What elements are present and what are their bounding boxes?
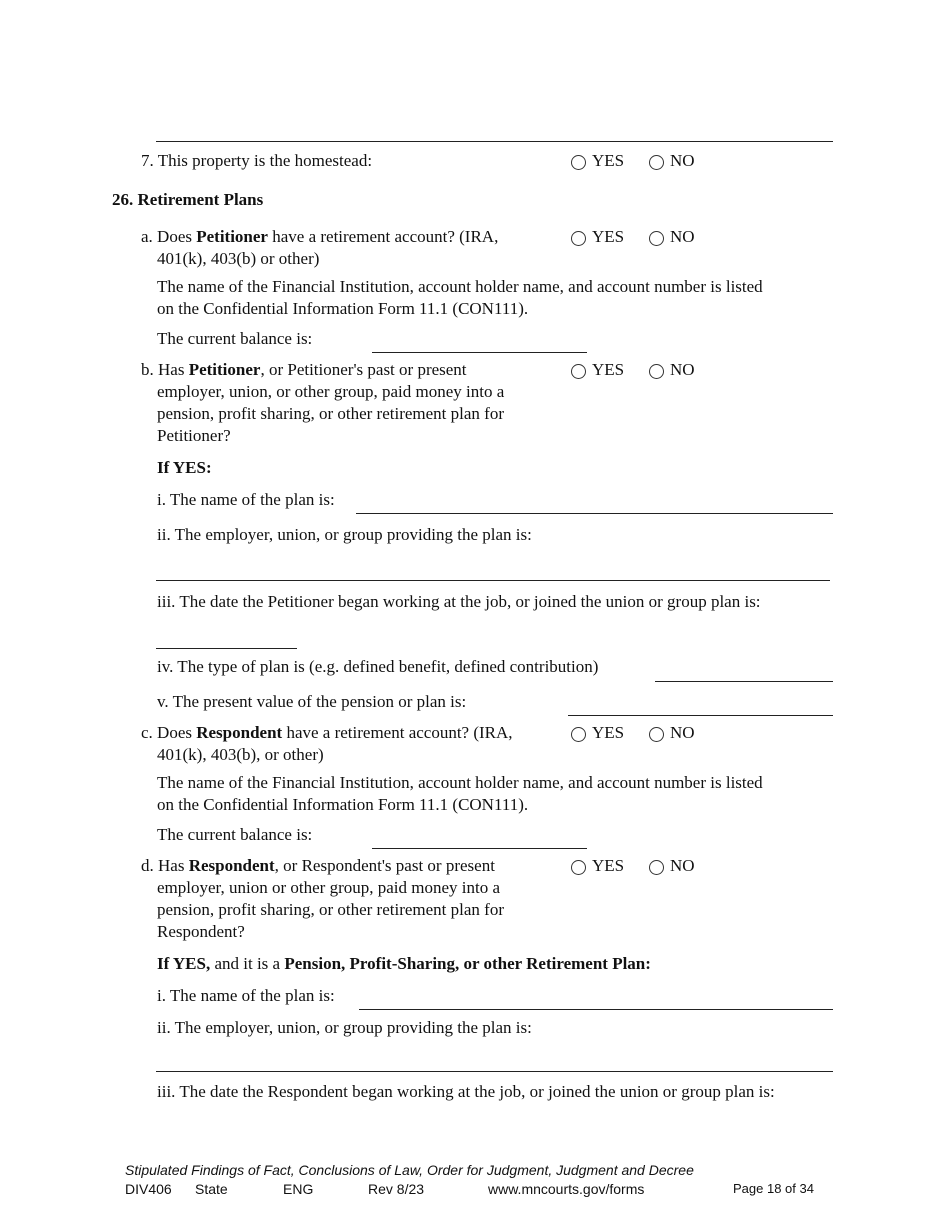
question-a-no-label: NO — [670, 227, 695, 246]
question-c-no-label: NO — [670, 723, 695, 742]
question-a-p1: a. Does — [141, 227, 197, 246]
question-b-if-yes-text: If YES: — [157, 458, 212, 477]
question-a-bold: Petitioner — [196, 227, 268, 246]
question-a-balance-field[interactable] — [372, 352, 587, 353]
question-b-p1: b. Has — [141, 360, 189, 379]
question-a-yes-label: YES — [592, 227, 625, 246]
question-c-yes-radio[interactable] — [571, 727, 586, 742]
footer-title: Stipulated Findings of Fact, Conclusions of Law, Order for Judgment, Judgment and Decree — [125, 1162, 694, 1178]
question-b-yes-label: YES — [592, 360, 625, 379]
question-a-yes-radio[interactable] — [571, 231, 586, 246]
question-d-if-yes-bold: If YES, — [157, 954, 211, 973]
question-b-no-label: NO — [670, 360, 695, 379]
question-b-p2: , or Petitioner's past or present — [260, 360, 467, 379]
question-d-iii-label: iii. The date the Respondent began working at the job, or joined the union or group plan is: — [157, 1082, 775, 1101]
footer-revision: Rev 8/23 — [368, 1181, 425, 1197]
question-b-v-field[interactable] — [568, 715, 833, 716]
question-c-line2: 401(k), 403(b), or other) — [157, 745, 324, 764]
homestead-yes-label: YES — [592, 151, 625, 170]
question-c-bold: Respondent — [196, 723, 283, 742]
question-d-p2: , or Respondent's past or present — [274, 856, 495, 875]
question-b-iv-field[interactable] — [655, 681, 833, 682]
question-d-no-radio[interactable] — [649, 860, 664, 875]
question-d-no-label: NO — [670, 856, 695, 875]
question-a-no-radio[interactable] — [649, 231, 664, 246]
question-d-if-yes — [157, 953, 651, 975]
question-b-ii-field[interactable] — [156, 580, 830, 581]
question-b-iii-field[interactable] — [156, 648, 297, 649]
question-d-yes-radio[interactable] — [571, 860, 586, 875]
question-d-line1 — [141, 855, 495, 877]
question-b-ii-label: ii. The employer, union, or group providing the plan is: — [157, 525, 532, 544]
homestead-question: 7. This property is the homestead: — [141, 151, 373, 170]
question-d-ii-field[interactable] — [156, 1071, 833, 1072]
question-c-line1 — [141, 722, 513, 744]
question-c-p1: c. Does — [141, 723, 197, 742]
footer-url[interactable]: www.mncourts.gov/forms — [488, 1181, 645, 1197]
question-c-p2: have a retirement account? (IRA, — [282, 723, 513, 742]
question-d-yes-label: YES — [592, 856, 625, 875]
question-d-line3: pension, profit sharing, or other retirement plan for — [157, 900, 504, 919]
question-d-p1: d. Has — [141, 856, 189, 875]
question-a-info-line2: on the Confidential Information Form 11.1 (CON111). — [157, 299, 529, 318]
question-a-p2: have a retirement account? (IRA, — [267, 227, 499, 246]
footer-page-number: Page 18 of 34 — [733, 1181, 814, 1196]
question-d-i-field[interactable] — [359, 1009, 833, 1010]
question-d-line2: employer, union or other group, paid money into a — [157, 878, 501, 897]
question-d-ii-label: ii. The employer, union, or group providing the plan is: — [157, 1018, 532, 1037]
question-d-if-yes-bold2: Pension, Profit-Sharing, or other Retirement Plan: — [284, 954, 651, 973]
question-b-line2: employer, union, or other group, paid money into a — [157, 382, 505, 401]
question-b-line1 — [141, 359, 467, 381]
question-b-v-label: v. The present value of the pension or plan is: — [157, 692, 467, 711]
question-a-balance-label: The current balance is: — [157, 329, 313, 348]
question-c-info-line2: on the Confidential Information Form 11.1 (CON111). — [157, 795, 529, 814]
question-b-iii-label: iii. The date the Petitioner began working at the job, or joined the union or group plan is: — [157, 592, 761, 611]
footer-state: State — [195, 1181, 228, 1197]
question-d-line4: Respondent? — [157, 922, 245, 941]
question-c-yes-label: YES — [592, 723, 625, 742]
question-b-line4: Petitioner? — [157, 426, 231, 445]
top-rule — [156, 141, 833, 142]
homestead-yes-radio[interactable] — [571, 155, 586, 170]
section-heading — [112, 189, 263, 211]
question-c-no-radio[interactable] — [649, 727, 664, 742]
section-title: 26. Retirement Plans — [112, 190, 264, 209]
question-d-if-yes-mid: and it is a — [210, 954, 285, 973]
homestead-no-radio[interactable] — [649, 155, 664, 170]
question-c-balance-field[interactable] — [372, 848, 587, 849]
question-b-iv-label: iv. The type of plan is (e.g. defined benefit, defined contribution) — [157, 657, 599, 676]
question-c-info-line1: The name of the Financial Institution, account holder name, and account number is listed — [157, 773, 763, 792]
footer-form-number: DIV406 — [125, 1181, 172, 1197]
question-a-line2: 401(k), 403(b) or other) — [157, 249, 320, 268]
question-b-no-radio[interactable] — [649, 364, 664, 379]
question-b-if-yes — [157, 457, 212, 479]
question-b-i-field[interactable] — [356, 513, 833, 514]
question-b-bold: Petitioner — [188, 360, 261, 379]
question-a-info-line1: The name of the Financial Institution, account holder name, and account number is listed — [157, 277, 763, 296]
question-c-balance-label: The current balance is: — [157, 825, 313, 844]
question-a-line1 — [141, 226, 498, 248]
homestead-no-label: NO — [670, 151, 695, 170]
question-d-i-label: i. The name of the plan is: — [157, 986, 335, 1005]
question-b-i-label: i. The name of the plan is: — [157, 490, 335, 509]
question-d-bold: Respondent — [188, 856, 275, 875]
question-b-yes-radio[interactable] — [571, 364, 586, 379]
question-b-line3: pension, profit sharing, or other retirement plan for — [157, 404, 504, 423]
footer-language: ENG — [283, 1181, 314, 1197]
